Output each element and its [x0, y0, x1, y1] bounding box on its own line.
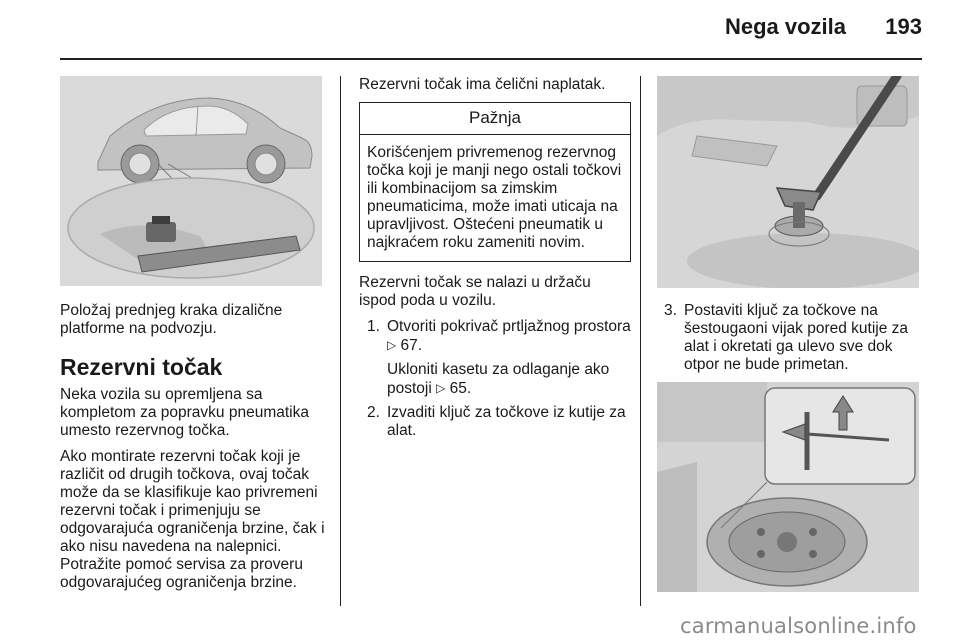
body-paragraph: Ako montirate rezervni točak koji je različit od drugih točkova, ovaj točak može da se klasifikuje kao privremeni rezervni točak i primenjuju se odgovarajuća ograničenja brzine, čak i ako nisu navedena na nalepnici. Potražite pomoć servisa za proveru odgovarajućeg ograničenja brzine.: [60, 448, 325, 591]
step-text: Izvaditi ključ za točkove iz kutije za alat.: [387, 404, 626, 439]
list-item: [359, 318, 631, 398]
list-item: [359, 404, 631, 440]
page-reference-icon: ▷: [387, 338, 397, 352]
intro-text: Rezervni točak ima čelični naplatak.: [359, 76, 606, 93]
step-number: 2.: [367, 404, 380, 421]
location-text: Rezervni točak se nalazi u držaču ispod poda u vozilu.: [359, 274, 591, 309]
warning-title: Pažnja: [360, 103, 630, 135]
step-number: 3.: [664, 302, 677, 319]
page-reference-link[interactable]: 67.: [400, 337, 423, 354]
section-heading: Rezervni točak: [60, 354, 223, 380]
header-rule: [60, 58, 922, 60]
wheel-wrench-illustration: [657, 76, 919, 288]
header-title: Nega vozila: [724, 14, 846, 39]
spare-wheel-illustration: [657, 382, 919, 592]
figure-caption: Položaj prednjeg kraka dizalične platforme na podvozju.: [60, 302, 283, 337]
column-divider: [640, 76, 641, 606]
watermark: carmanualsonline.info: [680, 614, 917, 638]
car-lift-drawing: [60, 76, 322, 286]
page-number: 193: [885, 14, 922, 39]
page-reference-link[interactable]: 65.: [449, 380, 472, 397]
warning-text: Korišćenjem privremenog rezervnog točka koji je manji nego ostali točkovi ili kombinacijom sa zimskim pneumaticima, može imati uticaja na upravljivost. Oštećeni pneumatik u najkraćem roku zameniti novim.: [367, 144, 622, 251]
steps-list: [359, 318, 631, 440]
spare-wheel-drawing: [657, 382, 919, 592]
step-number: 1.: [367, 318, 380, 335]
steps-list: [656, 302, 922, 374]
column-3: [656, 76, 922, 592]
page-reference-icon: ▷: [436, 381, 446, 395]
car-lift-illustration: [60, 76, 322, 286]
step-subtext: Ukloniti kasetu za odlaganje ako postoji: [387, 361, 610, 397]
body-paragraph: Neka vozila su opremljena sa kompletom za popravku pneumatika umesto rezervnog točka.: [60, 386, 309, 439]
step-text: Postaviti ključ za točkove na šestougaoni vijak pored kutije za alat i okretati ga ulevo sve dok otpor ne bude primetan.: [684, 302, 909, 373]
column-divider: [340, 76, 341, 606]
list-item: [656, 302, 922, 374]
step-text: Otvoriti pokrivač prtljažnog prostora: [387, 318, 631, 335]
column-2: [359, 76, 631, 446]
wheel-wrench-drawing: [657, 76, 919, 288]
column-1: [60, 76, 332, 600]
warning-box: [359, 102, 631, 262]
